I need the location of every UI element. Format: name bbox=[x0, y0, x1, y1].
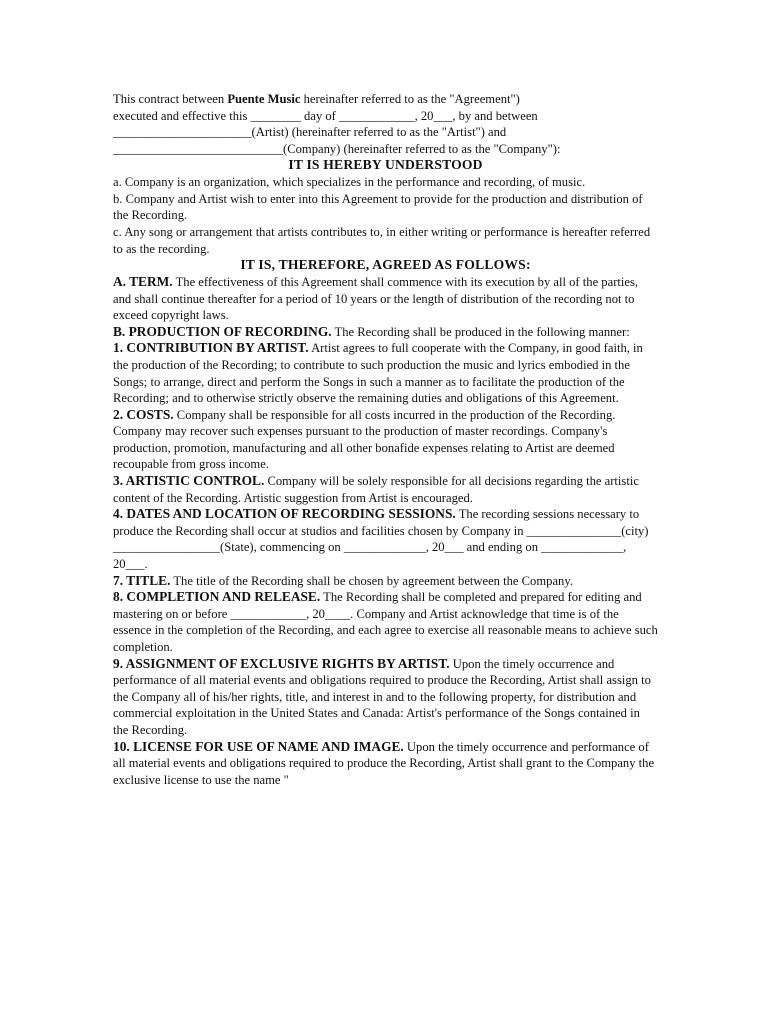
section-text: Company will be solely responsible for all decisions regarding the artistic content of the Recording. Artistic suggestion from Artist is encouraged. bbox=[113, 474, 639, 505]
recital-b: b. Company and Artist wish to enter into this Agreement to provide for the production and distribution of the Recording. bbox=[113, 191, 643, 223]
section-text: Artist agrees to full cooperate with the Company, in good faith, in the production of the Recording; to contribute to such production the music and lyrics embodied in the Songs; to arrange, direct and perform the Songs in such a manner as to facilitate the production of the Recording; and to otherwise strictly observe the remaining duties and obligations of this Agreement. bbox=[113, 341, 643, 406]
section-text: The effectiveness of this Agreement shall commence with its execution by all of the parties, and shall continue thereafter for a period of 10 years or the length of distribution of the recording not to exceed copyright laws. bbox=[113, 274, 639, 323]
section-text: Company shall be responsible for all costs incurred in the production of the Recording. Company may recover such expenses pursuant to the production of master recordings. Company's production, promotion, manufacturing and all other bonafide expenses relating to Artist are deemed recoupable from gross income. bbox=[113, 407, 616, 472]
intro-line2: executed and effective this ________ day of ____________, 20___, by and between bbox=[113, 108, 538, 123]
section-label: 3. ARTISTIC CONTROL. bbox=[113, 473, 265, 489]
section-dates-location bbox=[113, 506, 658, 572]
section-costs bbox=[113, 407, 658, 473]
section-text: The Recording shall be produced in the following manner: bbox=[331, 324, 630, 339]
section-label: 7. TITLE. bbox=[113, 572, 171, 588]
section-label: 1. CONTRIBUTION BY ARTIST. bbox=[113, 340, 309, 356]
section-title bbox=[113, 573, 658, 590]
intro-line1-b: hereinafter referred to as the "Agreement") bbox=[300, 92, 520, 106]
section-label: 9. ASSIGNMENT OF EXCLUSIVE RIGHTS BY ARTIST. bbox=[113, 655, 450, 671]
section-text: Upon the timely occurrence and performance of all material events and obligations required to produce the Recording, Artist shall assign to the Company all of his/her rights, title, and interest in and to the following property, for distribution and commercial exploitation in the United States and Canada: Artist's performance of the Songs contained in the Recording. bbox=[113, 656, 651, 737]
intro-line4: ___________________________(Company) (hereinafter referred to as the "Company"): bbox=[113, 141, 561, 156]
intro-line3: ______________________(Artist) (hereinafter referred to as the "Artist") and bbox=[113, 125, 507, 140]
party-name: Puente Music bbox=[227, 92, 301, 106]
section-assignment bbox=[113, 656, 658, 739]
section-text: The Recording shall be completed and prepared for editing and mastering on or before ____________, 20____. Company and Artist acknowledge that time is of the essence in the completion of the Recording, and each agree to exercise all reasonable means to achieve such completion. bbox=[113, 590, 658, 654]
heading-agreed: IT IS, THEREFORE, AGREED AS FOLLOWS: bbox=[240, 257, 531, 273]
recital-c: c. Any song or arrangement that artists contributes to, in either writing or performance is hereafter referred to as the recording. bbox=[113, 224, 651, 256]
section-label: B. PRODUCTION OF RECORDING. bbox=[113, 323, 332, 339]
section-label: 8. COMPLETION AND RELEASE. bbox=[113, 589, 321, 605]
recital-a: a. Company is an organization, which specializes in the performance and recording, of music. bbox=[113, 175, 586, 190]
section-production bbox=[113, 324, 658, 341]
section-text: The recording sessions necessary to produce the Recording shall occur at studios and facilities chosen by Company in _______________(city) _________________(State), commencing on _____________, 20___ and ending on _____________, 20___. bbox=[113, 507, 649, 572]
section-label: 4. DATES AND LOCATION OF RECORDING SESSIONS. bbox=[113, 506, 456, 522]
section-label: A. TERM. bbox=[113, 273, 173, 289]
section-artistic-control bbox=[113, 473, 658, 506]
section-completion bbox=[113, 589, 658, 655]
section-label: 10. LICENSE FOR USE OF NAME AND IMAGE. bbox=[113, 738, 404, 754]
section-text: The title of the Recording shall be chosen by agreement between the Company. bbox=[170, 573, 573, 588]
intro-line1-a: This contract between bbox=[113, 92, 228, 106]
intro-paragraph bbox=[113, 91, 658, 157]
section-text: Upon the timely occurrence and performance of all material events and obligations required to produce the Recording, Artist shall grant to the Company the exclusive license to use the name " bbox=[113, 739, 655, 787]
section-term bbox=[113, 274, 658, 324]
heading-understood: IT IS HEREBY UNDERSTOOD bbox=[288, 157, 483, 173]
contract-body bbox=[113, 91, 658, 788]
section-contribution bbox=[113, 340, 658, 406]
section-label: 2. COSTS. bbox=[113, 406, 174, 422]
section-license bbox=[113, 739, 658, 789]
